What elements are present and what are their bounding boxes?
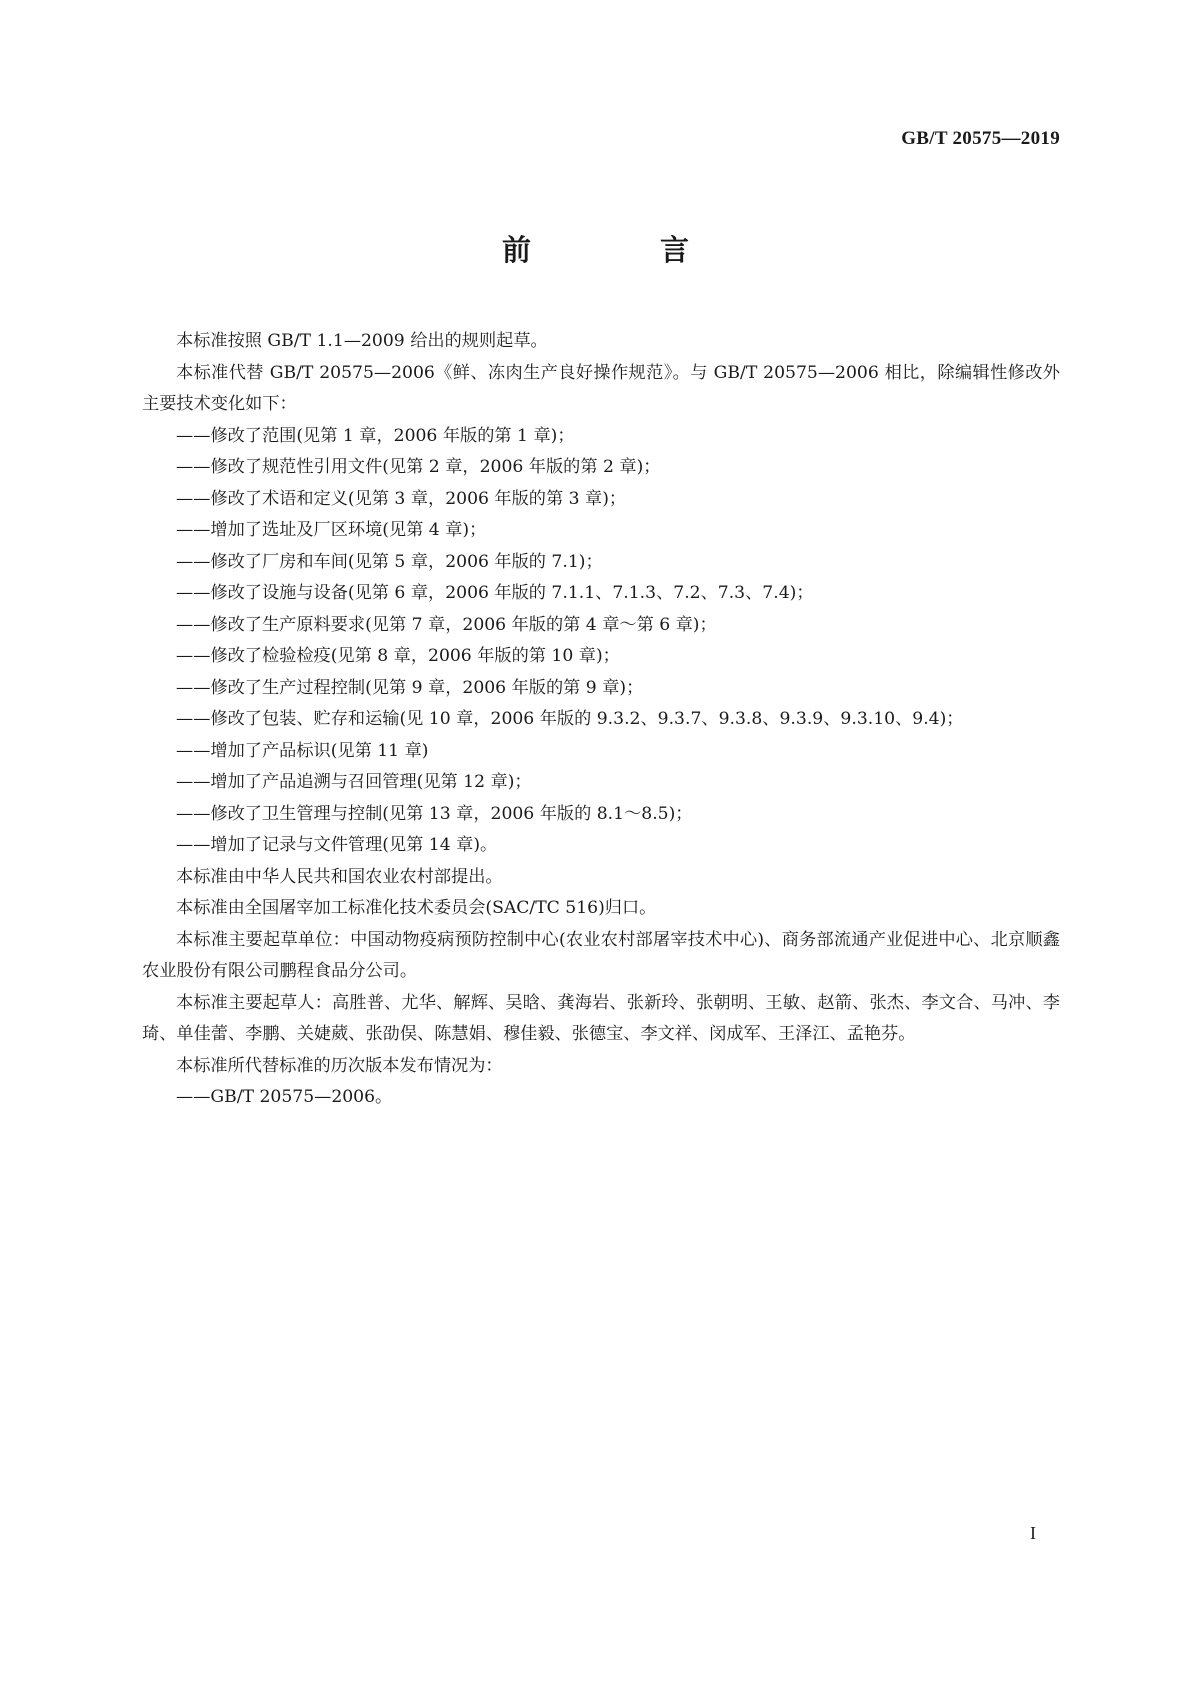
list-item: ——修改了术语和定义(见第 3 章，2006 年版的第 3 章)；	[176, 488, 627, 509]
list-item: ——增加了产品标识(见第 11 章)	[176, 740, 429, 761]
foreword-body	[142, 326, 1060, 1114]
page-number: I	[1030, 1523, 1036, 1543]
standard-code: GB/T 20575—2019	[901, 128, 1060, 149]
paragraph-committee: 本标准由全国屠宰加工标准化技术委员会(SAC/TC 516)归口。	[176, 898, 657, 918]
paragraph-drafting-units: 本标准主要起草单位：中国动物疫病预防控制中心(农业农村部屠宰技术中心)、商务部流通产业促进中心、北京顺鑫农业股份有限公司鹏程食品分公司。	[142, 929, 1060, 981]
list-item: ——修改了范围(见第 1 章，2006 年版的第 1 章)；	[176, 425, 575, 446]
changes-list	[142, 421, 1060, 862]
list-item: ——修改了规范性引用文件(见第 2 章，2006 年版的第 2 章)；	[176, 457, 661, 477]
list-item: ——修改了设施与设备(见第 6 章，2006 年版的 7.1.1、7.1.3、7.2、7.3、7.4)；	[176, 583, 814, 603]
list-item: ——修改了生产过程控制(见第 9 章，2006 年版的第 9 章)；	[176, 677, 644, 698]
paragraph-drafters: 本标准主要起草人：高胜普、尤华、解辉、吴晗、龚海岩、张新玲、张朝明、王敏、赵箭、张杰、李文合、马冲、李琦、单佳蕾、李鹏、关婕葳、张劭俣、陈慧娟、穆佳毅、张德宝、李文祥、闵成军、王泽江、孟艳芬。	[142, 992, 1060, 1044]
list-item: ——修改了卫生管理与控制(见第 13 章，2006 年版的 8.1～8.5)；	[176, 803, 693, 824]
page-title: 前 言	[501, 233, 739, 267]
list-item: ——增加了记录与文件管理(见第 14 章)。	[176, 835, 498, 855]
list-item: ——增加了选址及厂区环境(见第 4 章)；	[176, 520, 487, 540]
list-item: ——修改了包装、贮存和运输(见 10 章，2006 年版的 9.3.2、9.3.7、9.3.8、9.3.9、9.3.10、9.4)；	[176, 709, 964, 729]
history-item: ——GB/T 20575—2006。	[176, 1087, 393, 1107]
paragraph-proposer: 本标准由中华人民共和国农业农村部提出。	[176, 866, 503, 887]
paragraph-drafting-rules: 本标准按照 GB/T 1.1—2009 给出的规则起草。	[176, 331, 548, 351]
list-item: ——修改了生产原料要求(见第 7 章，2006 年版的第 4 章～第 6 章)；	[176, 614, 717, 635]
list-item: ——增加了产品追溯与召回管理(见第 12 章)；	[176, 772, 532, 792]
paragraph-history-intro: 本标准所代替标准的历次版本发布情况为：	[176, 1055, 503, 1076]
list-item: ——修改了检验检疫(见第 8 章，2006 年版的第 10 章)；	[176, 646, 620, 666]
list-item: ——修改了厂房和车间(见第 5 章，2006 年版的 7.1)；	[176, 551, 603, 572]
paragraph-replacement: 本标准代替 GB/T 20575—2006《鲜、冻肉生产良好操作规范》。与 GB/T 20575—2006 相比，除编辑性修改外主要技术变化如下：	[142, 362, 1060, 414]
